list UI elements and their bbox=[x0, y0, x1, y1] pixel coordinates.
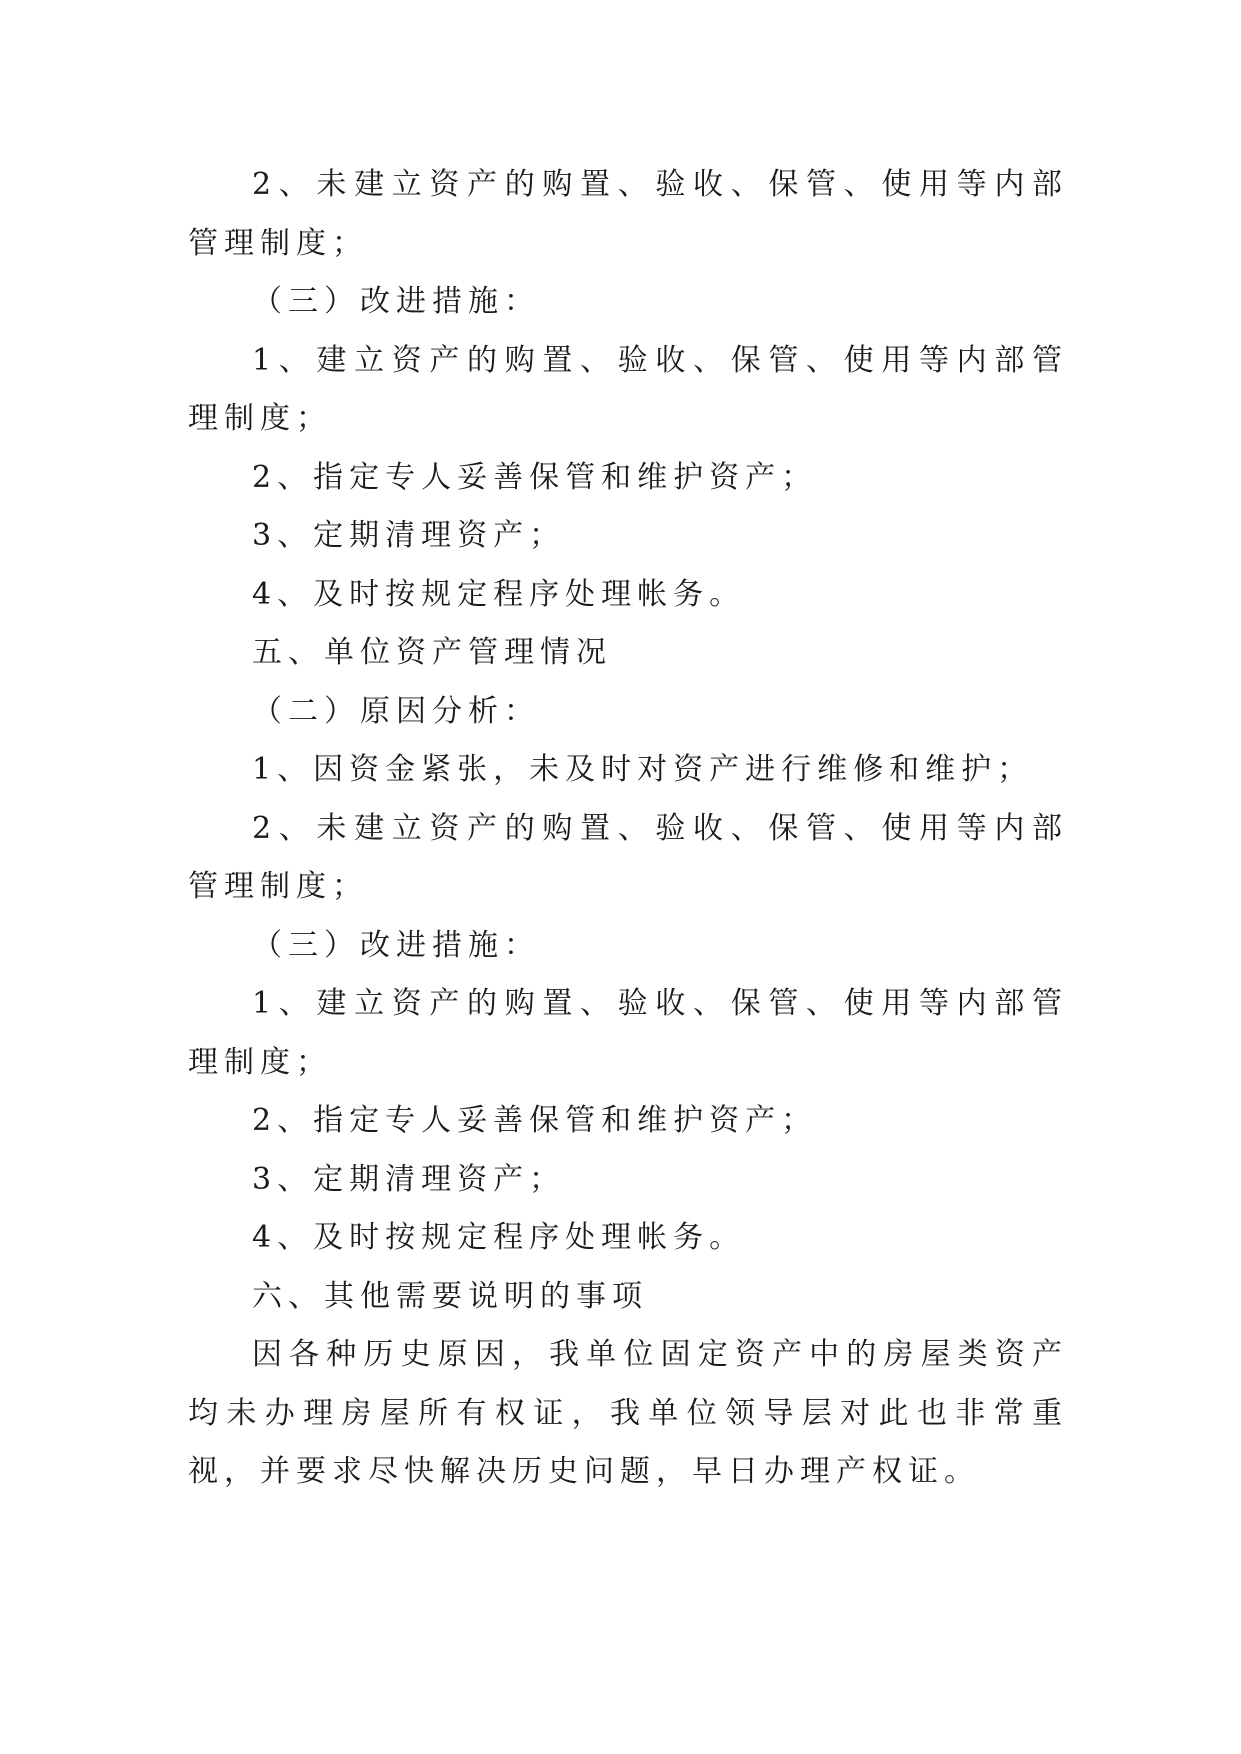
subheading-improvement-measures: （三）改进措施： bbox=[252, 284, 540, 319]
paragraph-measure-2: 2、指定专人妥善保管和维护资产； bbox=[252, 459, 818, 495]
paragraph-measure-3: 3、定期清理资产； bbox=[252, 518, 566, 553]
subheading-improvement-measures-2: （三）改进措施： bbox=[252, 927, 540, 963]
paragraph-cause-2: 2、未建立资产的购置、验收、保管、使用等内部管理制度； bbox=[188, 810, 1068, 904]
paragraph-item-2-no-system: 2、未建立资产的购置、验收、保管、使用等内部管理制度； bbox=[188, 167, 1068, 261]
paragraph-measure-3b: 3、定期清理资产； bbox=[252, 1161, 566, 1197]
paragraph-measure-2b: 2、指定专人妥善保管和维护资产； bbox=[252, 1103, 818, 1138]
subheading-cause-analysis: （二）原因分析： bbox=[252, 693, 540, 729]
paragraph-measure-4b: 4、及时按规定程序处理帐务。 bbox=[252, 1220, 746, 1255]
paragraph-measure-4: 4、及时按规定程序处理帐务。 bbox=[252, 576, 746, 612]
section-heading-6: 六、其他需要说明的事项 bbox=[252, 1278, 648, 1314]
paragraph-other-matters: 因各种历史原因，我单位固定资产中的房屋类资产均未办理房屋所有权证，我单位领导层对此也非常重视，并要求尽快解决历史问题，早日办理产权证。 bbox=[188, 1337, 1068, 1489]
paragraph-measure-1b: 1、建立资产的购置、验收、保管、使用等内部管理制度； bbox=[188, 986, 1068, 1080]
paragraph-cause-1: 1、因资金紧张，未及时对资产进行维修和维护； bbox=[252, 752, 1034, 787]
document-body bbox=[188, 156, 1068, 1502]
paragraph-measure-1: 1、建立资产的购置、验收、保管、使用等内部管理制度； bbox=[188, 342, 1068, 436]
section-heading-5: 五、单位资产管理情况 bbox=[252, 635, 612, 670]
